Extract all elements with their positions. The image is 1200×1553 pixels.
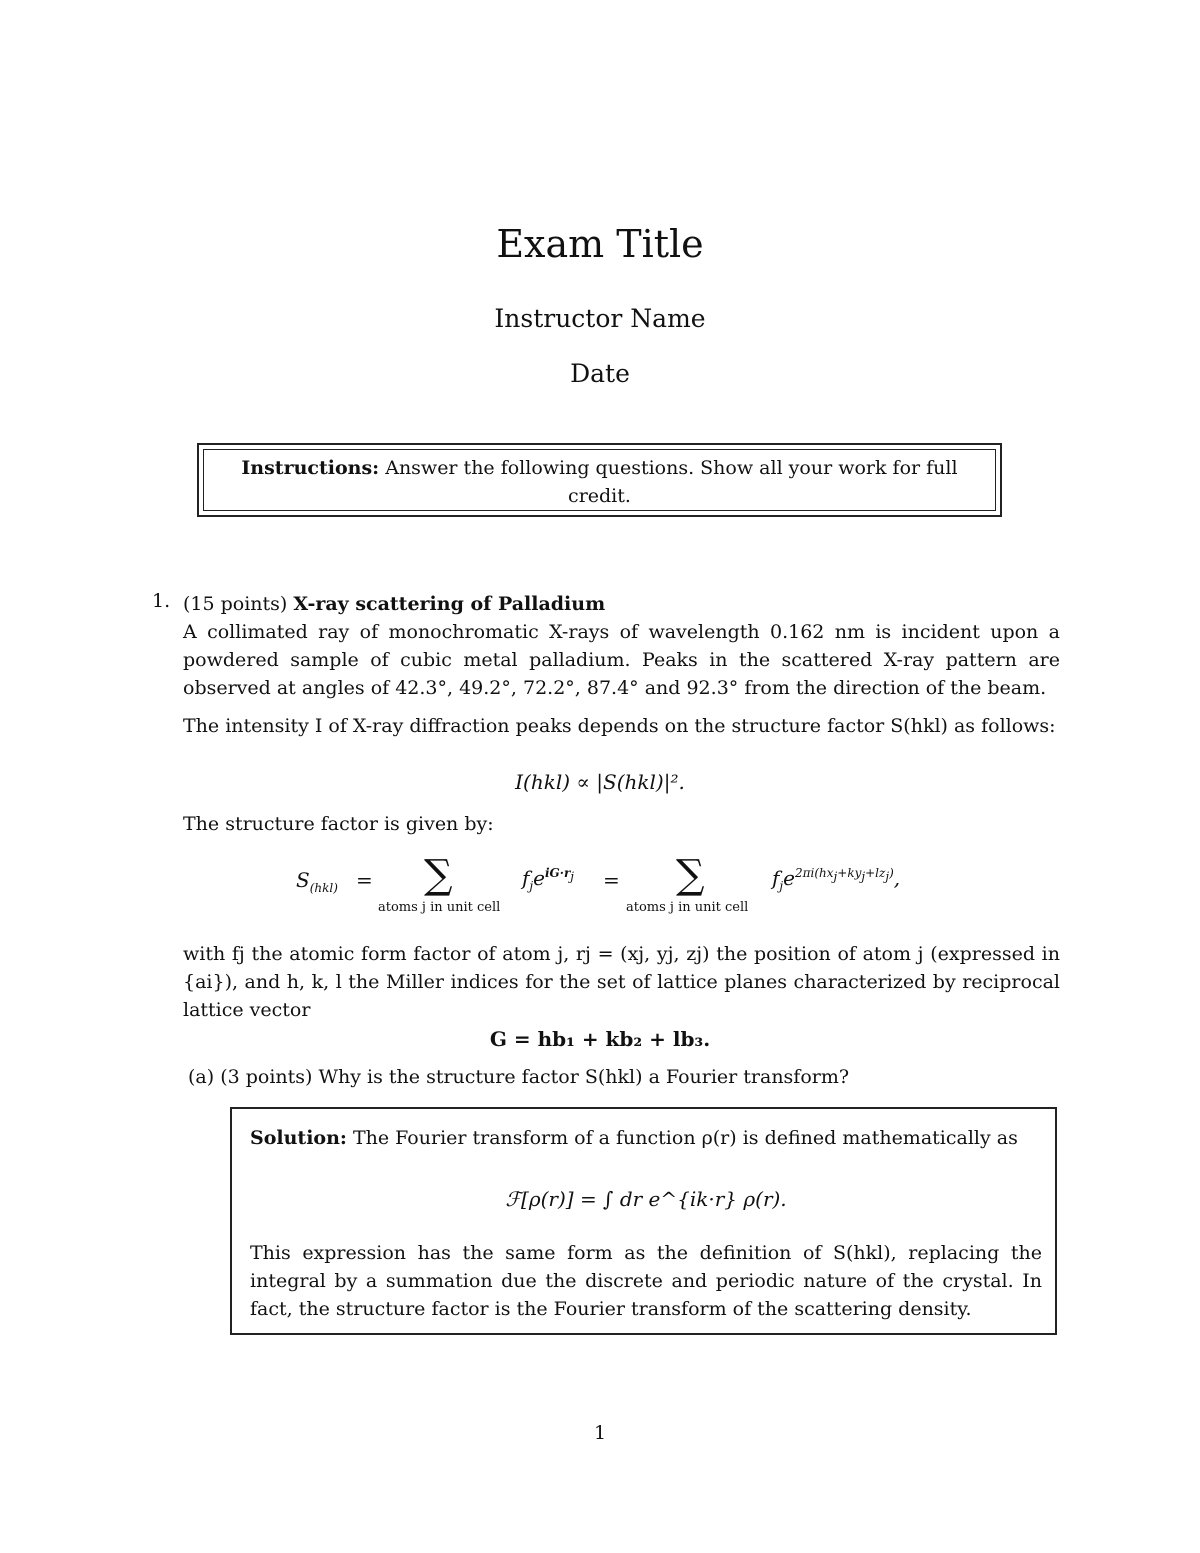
question-paragraph-4: with fj the atomic form factor of atom j, rj = (xj, yj, zj) the position of atom j (expressed in {ai}), and h, k, l the Miller indices for the set of lattice planes characterized by reciprocal lattice vector	[183, 943, 1060, 1021]
question-number: 1.	[152, 590, 171, 612]
sum-label-2: atoms j in unit cell	[626, 900, 749, 915]
part-a-points: (3 points)	[220, 1066, 313, 1088]
question-paragraph-1: A collimated ray of monochromatic X-rays of wavelength 0.162 nm is incident upon a powdered sample of cubic metal palladium. Peaks in the scattered X-ray pattern are observed at angles of 42.3°, 49.2°, 72.2°, 87.4° and 92.3° from the direction of the beam.	[183, 621, 1060, 699]
solution-text-1: The Fourier transform of a function ρ(r) is defined mathematically as	[352, 1127, 1018, 1149]
reciprocal-vector-equation: G = hb₁ + kb₂ + lb₃.	[489, 1027, 711, 1051]
instructions-text: Answer the following questions. Show all your work for full credit.	[385, 457, 958, 507]
instructions-label: Instructions:	[241, 457, 380, 479]
question-paragraph-2: The intensity I of X-ray diffraction peaks depends on the structure factor S(hkl) as follows:	[183, 715, 1056, 737]
intensity-equation: I(hkl) ∝ |S(hkl)|².	[515, 770, 685, 794]
question-points: (15 points)	[183, 593, 288, 615]
question-title: X-ray scattering of Palladium	[293, 593, 606, 615]
solution-label: Solution:	[250, 1127, 347, 1149]
part-a-text: Why is the structure factor S(hkl) a Fourier transform?	[318, 1066, 850, 1088]
question-heading	[183, 590, 1060, 618]
sum-label-1: atoms j in unit cell	[378, 900, 501, 915]
exam-date: Date	[570, 359, 630, 388]
page-number: 1	[593, 1422, 607, 1444]
instructions-box	[197, 443, 1002, 517]
instructor-name: Instructor Name	[494, 304, 706, 333]
instructions-inner	[203, 449, 996, 511]
part-a-label: (a)	[188, 1066, 215, 1088]
part-a-question	[188, 1066, 849, 1088]
solution-box	[230, 1107, 1057, 1335]
solution-intro	[250, 1124, 1042, 1152]
structure-factor-equation: $S_{(hkl)}$ = ∑ $f_je^{iG\cdot r_j}$ = ∑ $f_je^{2\pi i(hx_j+ky_j+lz_j)}$, atoms j in unit cell atoms j in unit cell	[296, 852, 901, 915]
exam-title: Exam Title	[496, 222, 704, 266]
question-paragraph-3: The structure factor is given by:	[183, 813, 494, 835]
fourier-equation: ℱ[ρ(r)] = ∫ dr e^{ik·r} ρ(r).	[505, 1187, 787, 1211]
solution-text-2: This expression has the same form as the definition of S(hkl), replacing the integral by a summation due the discrete and periodic nature of the crystal. In fact, the structure factor is the Fourier transform of the scattering density.	[250, 1242, 1042, 1320]
